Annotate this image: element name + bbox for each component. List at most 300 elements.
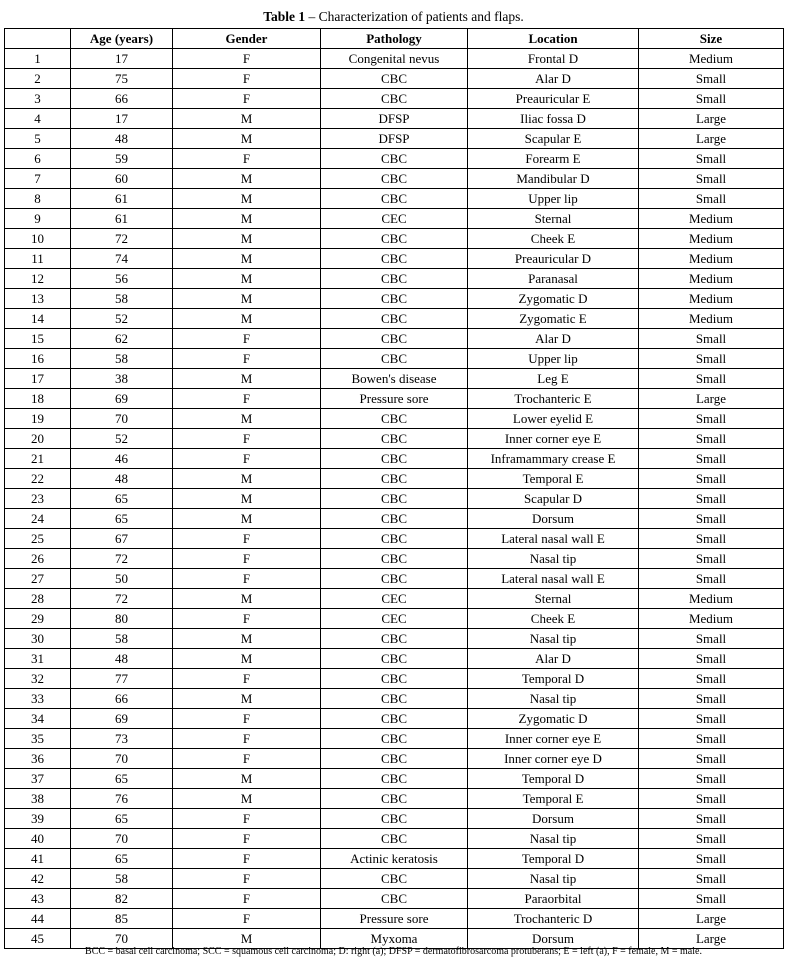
cell-size: Medium: [639, 289, 784, 309]
table-row: [5, 109, 784, 129]
cell-location: Scapular E: [468, 129, 639, 149]
cell-location: Zygomatic E: [468, 309, 639, 329]
cell-size: Small: [639, 829, 784, 849]
table-row: [5, 229, 784, 249]
cell-age: 72: [71, 229, 173, 249]
cell-pathology: CBC: [321, 149, 468, 169]
cell-gender: F: [173, 49, 321, 69]
cell-row-number: 41: [5, 849, 71, 869]
cell-size: Small: [639, 709, 784, 729]
cell-gender: M: [173, 289, 321, 309]
table-row: [5, 489, 784, 509]
cell-location: Temporal D: [468, 769, 639, 789]
cell-row-number: 24: [5, 509, 71, 529]
cell-row-number: 33: [5, 689, 71, 709]
cell-row-number: 29: [5, 609, 71, 629]
cell-size: Small: [639, 449, 784, 469]
cell-size: Small: [639, 749, 784, 769]
cell-row-number: 38: [5, 789, 71, 809]
cell-location: Dorsum: [468, 809, 639, 829]
table-row: [5, 309, 784, 329]
column-header-age: Age (years): [71, 29, 173, 49]
table-row: [5, 189, 784, 209]
cell-gender: M: [173, 269, 321, 289]
cell-gender: F: [173, 809, 321, 829]
cell-size: Small: [639, 89, 784, 109]
cell-size: Small: [639, 789, 784, 809]
cell-gender: F: [173, 449, 321, 469]
cell-location: Mandibular D: [468, 169, 639, 189]
cell-size: Small: [639, 529, 784, 549]
cell-gender: F: [173, 749, 321, 769]
cell-gender: M: [173, 249, 321, 269]
cell-size: Small: [639, 69, 784, 89]
cell-size: Small: [639, 849, 784, 869]
table-row: [5, 329, 784, 349]
table-row: [5, 429, 784, 449]
cell-pathology: DFSP: [321, 129, 468, 149]
cell-location: Lower eyelid E: [468, 409, 639, 429]
cell-age: 58: [71, 869, 173, 889]
cell-size: Large: [639, 109, 784, 129]
table-row: [5, 409, 784, 429]
cell-age: 65: [71, 769, 173, 789]
cell-age: 70: [71, 929, 173, 949]
cell-row-number: 17: [5, 369, 71, 389]
cell-age: 65: [71, 849, 173, 869]
cell-pathology: CBC: [321, 469, 468, 489]
cell-gender: M: [173, 929, 321, 949]
cell-size: Small: [639, 489, 784, 509]
cell-gender: M: [173, 169, 321, 189]
cell-gender: M: [173, 509, 321, 529]
cell-location: Cheek E: [468, 229, 639, 249]
cell-size: Small: [639, 549, 784, 569]
cell-pathology: CBC: [321, 329, 468, 349]
table-row: [5, 829, 784, 849]
cell-pathology: CBC: [321, 229, 468, 249]
cell-age: 48: [71, 469, 173, 489]
cell-row-number: 13: [5, 289, 71, 309]
cell-row-number: 37: [5, 769, 71, 789]
cell-age: 52: [71, 309, 173, 329]
cell-row-number: 39: [5, 809, 71, 829]
table-row: [5, 209, 784, 229]
table-row: [5, 349, 784, 369]
cell-size: Small: [639, 329, 784, 349]
cell-gender: F: [173, 729, 321, 749]
cell-location: Trochanteric D: [468, 909, 639, 929]
cell-gender: F: [173, 669, 321, 689]
cell-size: Medium: [639, 229, 784, 249]
cell-size: Small: [639, 649, 784, 669]
cell-gender: F: [173, 69, 321, 89]
cell-pathology: DFSP: [321, 109, 468, 129]
cell-age: 69: [71, 709, 173, 729]
cell-location: Cheek E: [468, 609, 639, 629]
cell-age: 74: [71, 249, 173, 269]
cell-location: Zygomatic D: [468, 289, 639, 309]
cell-size: Small: [639, 729, 784, 749]
cell-gender: M: [173, 589, 321, 609]
cell-row-number: 1: [5, 49, 71, 69]
column-header-size: Size: [639, 29, 784, 49]
cell-location: Iliac fossa D: [468, 109, 639, 129]
cell-age: 67: [71, 529, 173, 549]
cell-row-number: 36: [5, 749, 71, 769]
table-row: [5, 909, 784, 929]
cell-pathology: CBC: [321, 269, 468, 289]
cell-row-number: 14: [5, 309, 71, 329]
cell-row-number: 9: [5, 209, 71, 229]
cell-gender: M: [173, 129, 321, 149]
table-row: [5, 509, 784, 529]
cell-pathology: CBC: [321, 289, 468, 309]
cell-row-number: 42: [5, 869, 71, 889]
cell-row-number: 26: [5, 549, 71, 569]
cell-age: 48: [71, 649, 173, 669]
cell-row-number: 12: [5, 269, 71, 289]
cell-age: 17: [71, 109, 173, 129]
cell-gender: F: [173, 149, 321, 169]
table-row: [5, 809, 784, 829]
cell-row-number: 30: [5, 629, 71, 649]
cell-gender: F: [173, 429, 321, 449]
cell-pathology: CBC: [321, 889, 468, 909]
patients-table: [4, 28, 784, 949]
cell-age: 58: [71, 349, 173, 369]
cell-pathology: CBC: [321, 189, 468, 209]
table-row: [5, 289, 784, 309]
cell-pathology: CBC: [321, 689, 468, 709]
cell-size: Small: [639, 189, 784, 209]
cell-gender: F: [173, 849, 321, 869]
cell-location: Upper lip: [468, 349, 639, 369]
cell-row-number: 16: [5, 349, 71, 369]
cell-size: Large: [639, 909, 784, 929]
cell-age: 52: [71, 429, 173, 449]
cell-age: 69: [71, 389, 173, 409]
cell-gender: M: [173, 309, 321, 329]
cell-gender: M: [173, 369, 321, 389]
table-row: [5, 69, 784, 89]
table-row: [5, 709, 784, 729]
cell-pathology: CBC: [321, 629, 468, 649]
cell-row-number: 2: [5, 69, 71, 89]
cell-pathology: CBC: [321, 789, 468, 809]
cell-row-number: 10: [5, 229, 71, 249]
cell-pathology: CBC: [321, 429, 468, 449]
cell-pathology: CBC: [321, 309, 468, 329]
cell-row-number: 32: [5, 669, 71, 689]
cell-pathology: CBC: [321, 869, 468, 889]
cell-gender: F: [173, 609, 321, 629]
table-caption: [0, 9, 787, 25]
cell-row-number: 6: [5, 149, 71, 169]
cell-gender: F: [173, 869, 321, 889]
cell-row-number: 45: [5, 929, 71, 949]
cell-size: Medium: [639, 209, 784, 229]
cell-size: Small: [639, 569, 784, 589]
cell-location: Alar D: [468, 649, 639, 669]
cell-gender: F: [173, 349, 321, 369]
cell-size: Medium: [639, 609, 784, 629]
cell-age: 70: [71, 409, 173, 429]
table-row: [5, 869, 784, 889]
cell-pathology: Bowen's disease: [321, 369, 468, 389]
cell-pathology: CEC: [321, 609, 468, 629]
cell-age: 61: [71, 189, 173, 209]
column-header-pathology: Pathology: [321, 29, 468, 49]
cell-pathology: CBC: [321, 829, 468, 849]
cell-pathology: CBC: [321, 769, 468, 789]
cell-gender: M: [173, 409, 321, 429]
cell-size: Large: [639, 929, 784, 949]
cell-age: 75: [71, 69, 173, 89]
cell-gender: M: [173, 189, 321, 209]
cell-size: Small: [639, 509, 784, 529]
cell-pathology: Actinic keratosis: [321, 849, 468, 869]
cell-row-number: 4: [5, 109, 71, 129]
cell-pathology: CBC: [321, 349, 468, 369]
table-row: [5, 749, 784, 769]
cell-pathology: Pressure sore: [321, 389, 468, 409]
cell-age: 77: [71, 669, 173, 689]
cell-gender: M: [173, 109, 321, 129]
cell-age: 73: [71, 729, 173, 749]
cell-gender: F: [173, 569, 321, 589]
cell-location: Nasal tip: [468, 829, 639, 849]
cell-size: Medium: [639, 49, 784, 69]
cell-gender: F: [173, 389, 321, 409]
cell-age: 80: [71, 609, 173, 629]
cell-age: 85: [71, 909, 173, 929]
cell-size: Small: [639, 469, 784, 489]
table-row: [5, 129, 784, 149]
cell-gender: M: [173, 689, 321, 709]
table-row: [5, 549, 784, 569]
cell-age: 38: [71, 369, 173, 389]
cell-row-number: 44: [5, 909, 71, 929]
cell-age: 65: [71, 809, 173, 829]
cell-location: Temporal E: [468, 469, 639, 489]
cell-gender: F: [173, 709, 321, 729]
cell-size: Medium: [639, 589, 784, 609]
cell-location: Lateral nasal wall E: [468, 569, 639, 589]
cell-row-number: 5: [5, 129, 71, 149]
cell-location: Inner corner eye E: [468, 729, 639, 749]
cell-pathology: CBC: [321, 809, 468, 829]
cell-pathology: CBC: [321, 509, 468, 529]
cell-age: 72: [71, 589, 173, 609]
table-row: [5, 149, 784, 169]
cell-age: 59: [71, 149, 173, 169]
cell-row-number: 43: [5, 889, 71, 909]
cell-location: Preauricular D: [468, 249, 639, 269]
cell-age: 48: [71, 129, 173, 149]
cell-location: Upper lip: [468, 189, 639, 209]
cell-pathology: CBC: [321, 409, 468, 429]
cell-gender: F: [173, 329, 321, 349]
cell-age: 58: [71, 289, 173, 309]
cell-pathology: Pressure sore: [321, 909, 468, 929]
cell-gender: M: [173, 649, 321, 669]
cell-row-number: 31: [5, 649, 71, 669]
cell-location: Paraorbital: [468, 889, 639, 909]
cell-size: Small: [639, 629, 784, 649]
cell-row-number: 21: [5, 449, 71, 469]
table-row: [5, 369, 784, 389]
cell-location: Dorsum: [468, 509, 639, 529]
cell-size: Large: [639, 129, 784, 149]
cell-row-number: 40: [5, 829, 71, 849]
cell-row-number: 7: [5, 169, 71, 189]
cell-pathology: CBC: [321, 709, 468, 729]
table-body: [5, 49, 784, 949]
cell-size: Small: [639, 809, 784, 829]
cell-age: 65: [71, 489, 173, 509]
cell-pathology: CEC: [321, 209, 468, 229]
cell-age: 46: [71, 449, 173, 469]
cell-location: Lateral nasal wall E: [468, 529, 639, 549]
cell-location: Temporal E: [468, 789, 639, 809]
cell-location: Zygomatic D: [468, 709, 639, 729]
cell-location: Alar D: [468, 69, 639, 89]
cell-pathology: CBC: [321, 169, 468, 189]
cell-gender: F: [173, 89, 321, 109]
table-row: [5, 529, 784, 549]
cell-pathology: CBC: [321, 489, 468, 509]
cell-location: Inframammary crease E: [468, 449, 639, 469]
table-row: [5, 609, 784, 629]
cell-size: Medium: [639, 269, 784, 289]
table-header-row: [5, 29, 784, 49]
cell-gender: M: [173, 229, 321, 249]
cell-age: 82: [71, 889, 173, 909]
cell-location: Nasal tip: [468, 689, 639, 709]
column-header-gender: Gender: [173, 29, 321, 49]
cell-row-number: 23: [5, 489, 71, 509]
cell-row-number: 28: [5, 589, 71, 609]
cell-location: Temporal D: [468, 669, 639, 689]
cell-size: Medium: [639, 309, 784, 329]
cell-pathology: CBC: [321, 89, 468, 109]
cell-location: Nasal tip: [468, 869, 639, 889]
cell-row-number: 34: [5, 709, 71, 729]
table-row: [5, 89, 784, 109]
cell-row-number: 18: [5, 389, 71, 409]
cell-row-number: 19: [5, 409, 71, 429]
cell-pathology: CBC: [321, 729, 468, 749]
cell-gender: F: [173, 829, 321, 849]
column-header-location: Location: [468, 29, 639, 49]
cell-row-number: 8: [5, 189, 71, 209]
table-caption-label: Table 1: [263, 9, 306, 24]
cell-pathology: CBC: [321, 569, 468, 589]
cell-location: Frontal D: [468, 49, 639, 69]
cell-location: Alar D: [468, 329, 639, 349]
table-row: [5, 589, 784, 609]
cell-location: Nasal tip: [468, 629, 639, 649]
cell-age: 56: [71, 269, 173, 289]
cell-size: Small: [639, 769, 784, 789]
cell-size: Small: [639, 669, 784, 689]
table-row: [5, 689, 784, 709]
cell-pathology: Myxoma: [321, 929, 468, 949]
cell-age: 58: [71, 629, 173, 649]
table-footnote: BCC = basal cell carcinoma; SCC = squamous cell carcinoma; D: right (a); DFSP = dermatofibrosarcoma protuberans; E = left (a), F = female, M = male.: [85, 946, 702, 957]
cell-pathology: CBC: [321, 549, 468, 569]
cell-pathology: CBC: [321, 69, 468, 89]
cell-pathology: CEC: [321, 589, 468, 609]
cell-row-number: 25: [5, 529, 71, 549]
cell-size: Small: [639, 149, 784, 169]
cell-size: Medium: [639, 249, 784, 269]
table-row: [5, 649, 784, 669]
cell-age: 50: [71, 569, 173, 589]
cell-age: 72: [71, 549, 173, 569]
cell-location: Nasal tip: [468, 549, 639, 569]
cell-age: 66: [71, 89, 173, 109]
cell-location: Forearm E: [468, 149, 639, 169]
table-row: [5, 769, 784, 789]
cell-age: 17: [71, 49, 173, 69]
cell-pathology: CBC: [321, 249, 468, 269]
table-row: [5, 729, 784, 749]
cell-row-number: 22: [5, 469, 71, 489]
cell-size: Small: [639, 889, 784, 909]
cell-row-number: 11: [5, 249, 71, 269]
cell-size: Large: [639, 389, 784, 409]
cell-location: Inner corner eye D: [468, 749, 639, 769]
cell-gender: M: [173, 209, 321, 229]
cell-location: Leg E: [468, 369, 639, 389]
cell-pathology: CBC: [321, 449, 468, 469]
cell-age: 70: [71, 829, 173, 849]
table-row: [5, 269, 784, 289]
cell-age: 76: [71, 789, 173, 809]
table-row: [5, 849, 784, 869]
table-row: [5, 789, 784, 809]
cell-row-number: 15: [5, 329, 71, 349]
cell-location: Inner corner eye E: [468, 429, 639, 449]
column-header-row-number: [5, 29, 71, 49]
cell-location: Dorsum: [468, 929, 639, 949]
cell-pathology: CBC: [321, 529, 468, 549]
table-row: [5, 389, 784, 409]
table-row: [5, 469, 784, 489]
cell-gender: M: [173, 629, 321, 649]
cell-age: 60: [71, 169, 173, 189]
cell-location: Paranasal: [468, 269, 639, 289]
cell-size: Small: [639, 409, 784, 429]
table-row: [5, 169, 784, 189]
cell-gender: F: [173, 909, 321, 929]
cell-gender: M: [173, 489, 321, 509]
cell-size: Small: [639, 429, 784, 449]
cell-pathology: CBC: [321, 669, 468, 689]
cell-gender: F: [173, 549, 321, 569]
cell-gender: F: [173, 889, 321, 909]
cell-size: Small: [639, 369, 784, 389]
cell-gender: M: [173, 469, 321, 489]
cell-gender: M: [173, 789, 321, 809]
cell-location: Trochanteric E: [468, 389, 639, 409]
table-row: [5, 629, 784, 649]
cell-age: 62: [71, 329, 173, 349]
table-row: [5, 449, 784, 469]
table-caption-text: – Characterization of patients and flaps.: [305, 9, 524, 24]
